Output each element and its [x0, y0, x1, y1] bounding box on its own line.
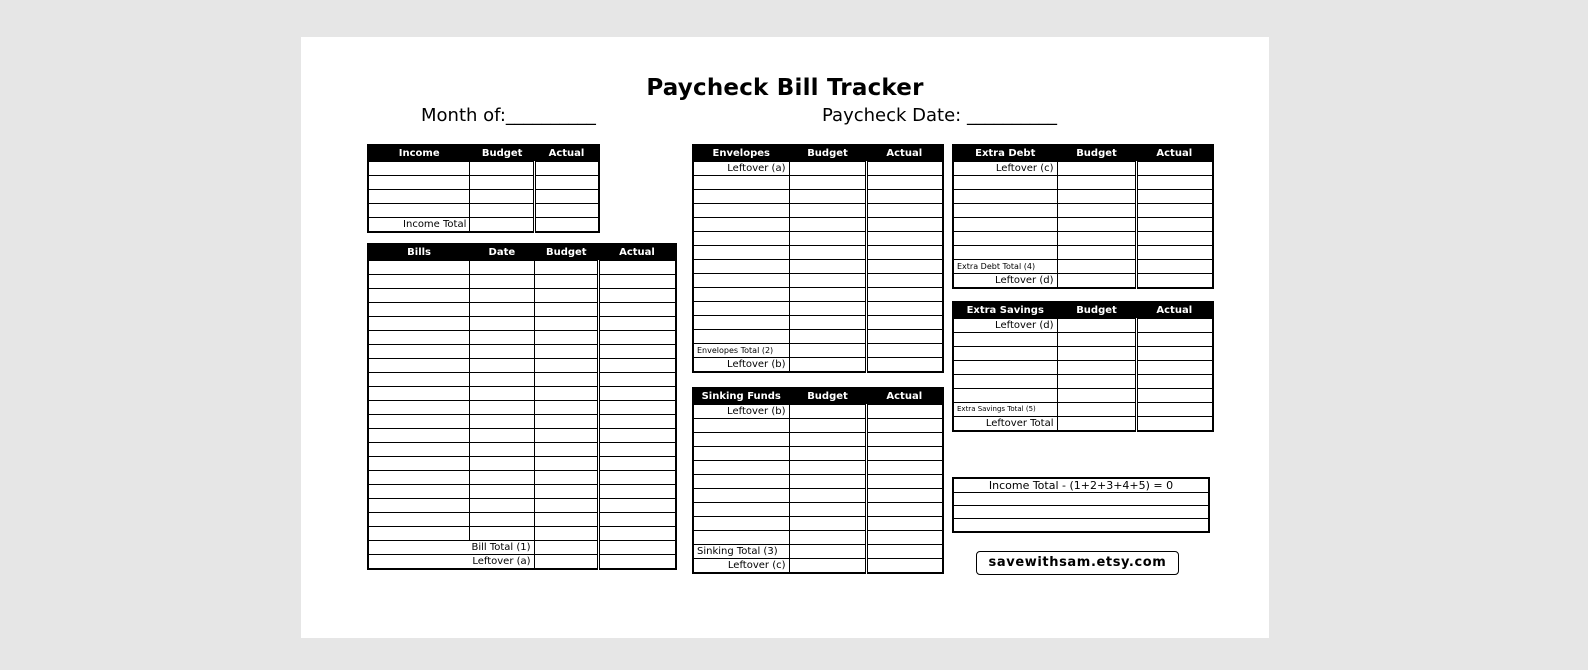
extra-debt-header: Extra Debt — [953, 145, 1057, 162]
sinking-row[interactable] — [693, 419, 943, 433]
sinking-total-row[interactable] — [693, 545, 943, 559]
formula-row[interactable] — [953, 506, 1209, 519]
bill-row[interactable] — [368, 289, 676, 303]
extra-savings-start-row[interactable] — [953, 319, 1213, 333]
actual-header: Actual — [598, 244, 676, 261]
income-table — [367, 144, 600, 233]
extra-debt-row[interactable] — [953, 232, 1213, 246]
envelopes-start-row[interactable] — [693, 162, 943, 176]
month-of-field[interactable]: Month of:__________ — [421, 105, 596, 126]
envelope-row[interactable] — [693, 204, 943, 218]
bills-header: Bills — [368, 244, 470, 261]
envelopes-total-label: Envelopes Total (2) — [693, 344, 789, 358]
envelope-row[interactable] — [693, 260, 943, 274]
extra-savings-row[interactable] — [953, 333, 1213, 347]
bill-row[interactable] — [368, 261, 676, 275]
envelopes-total-row[interactable] — [693, 344, 943, 358]
sinking-leftover-label: Leftover (c) — [693, 559, 789, 574]
bill-row[interactable] — [368, 303, 676, 317]
bill-row[interactable] — [368, 401, 676, 415]
sinking-funds-header: Sinking Funds — [693, 388, 789, 405]
bill-row[interactable] — [368, 443, 676, 457]
actual-header: Actual — [1136, 145, 1213, 162]
actual-header: Actual — [534, 145, 599, 162]
budget-header: Budget — [1057, 145, 1136, 162]
tracker-sheet — [301, 37, 1269, 638]
sinking-row[interactable] — [693, 461, 943, 475]
bill-row[interactable] — [368, 513, 676, 527]
income-total-row[interactable] — [368, 218, 599, 233]
bill-row[interactable] — [368, 485, 676, 499]
income-row[interactable] — [368, 204, 599, 218]
extra-savings-row[interactable] — [953, 389, 1213, 403]
extra-debt-start-row[interactable] — [953, 162, 1213, 176]
bill-row[interactable] — [368, 429, 676, 443]
extra-savings-total-label: Extra Savings Total (5) — [953, 403, 1057, 417]
actual-header: Actual — [866, 388, 943, 405]
envelope-row[interactable] — [693, 302, 943, 316]
bills-table — [367, 243, 677, 570]
website-label: savewithsam.etsy.com — [976, 551, 1179, 575]
bill-row[interactable] — [368, 527, 676, 541]
budget-header: Budget — [789, 388, 866, 405]
bill-row[interactable] — [368, 331, 676, 345]
envelope-row[interactable] — [693, 190, 943, 204]
envelope-row[interactable] — [693, 274, 943, 288]
extra-savings-row[interactable] — [953, 347, 1213, 361]
income-row[interactable] — [368, 176, 599, 190]
sinking-row[interactable] — [693, 433, 943, 447]
formula-row[interactable] — [953, 493, 1209, 506]
extra-debt-row[interactable] — [953, 190, 1213, 204]
sinking-row[interactable] — [693, 531, 943, 545]
extra-debt-total-row[interactable] — [953, 260, 1213, 274]
sinking-row[interactable] — [693, 489, 943, 503]
bill-leftover-label: Leftover (a) — [368, 555, 534, 570]
balance-formula-box — [952, 477, 1210, 533]
actual-header: Actual — [866, 145, 943, 162]
extra-savings-total-row[interactable] — [953, 403, 1213, 417]
budget-header: Budget — [789, 145, 866, 162]
sinking-row[interactable] — [693, 447, 943, 461]
income-header: Income — [368, 145, 470, 162]
formula-row[interactable] — [953, 519, 1209, 533]
extra-debt-row[interactable] — [953, 204, 1213, 218]
extra-debt-table — [952, 144, 1214, 289]
bill-row[interactable] — [368, 471, 676, 485]
extra-debt-row[interactable] — [953, 176, 1213, 190]
envelope-row[interactable] — [693, 316, 943, 330]
envelopes-leftover-row[interactable] — [693, 358, 943, 373]
leftover-total-row[interactable] — [953, 417, 1213, 432]
sinking-leftover-row[interactable] — [693, 559, 943, 574]
sinking-row[interactable] — [693, 503, 943, 517]
sinking-total-label: Sinking Total (3) — [693, 545, 789, 559]
bill-row[interactable] — [368, 499, 676, 513]
leftover-total-label: Leftover Total — [953, 417, 1057, 432]
envelopes-start-label: Leftover (a) — [693, 162, 789, 176]
balance-formula: Income Total - (1+2+3+4+5) = 0 — [953, 478, 1209, 493]
bill-total-row[interactable] — [368, 541, 676, 555]
income-row[interactable] — [368, 190, 599, 204]
extra-debt-total-label: Extra Debt Total (4) — [953, 260, 1057, 274]
extra-debt-leftover-row[interactable] — [953, 274, 1213, 289]
extra-debt-start-label: Leftover (c) — [953, 162, 1057, 176]
extra-savings-row[interactable] — [953, 375, 1213, 389]
bill-row[interactable] — [368, 373, 676, 387]
bill-row[interactable] — [368, 415, 676, 429]
income-total-label: Income Total — [368, 218, 470, 233]
sinking-row[interactable] — [693, 517, 943, 531]
bill-row[interactable] — [368, 457, 676, 471]
envelope-row[interactable] — [693, 246, 943, 260]
envelopes-table — [692, 144, 944, 373]
bill-row[interactable] — [368, 275, 676, 289]
bill-row[interactable] — [368, 387, 676, 401]
envelope-row[interactable] — [693, 330, 943, 344]
budget-header: Budget — [534, 244, 598, 261]
income-row[interactable] — [368, 162, 599, 176]
extra-savings-row[interactable] — [953, 361, 1213, 375]
envelope-row[interactable] — [693, 218, 943, 232]
envelope-row[interactable] — [693, 288, 943, 302]
extra-savings-start-label: Leftover (d) — [953, 319, 1057, 333]
extra-debt-row[interactable] — [953, 246, 1213, 260]
envelopes-header: Envelopes — [693, 145, 789, 162]
bill-row[interactable] — [368, 345, 676, 359]
date-header: Date — [470, 244, 534, 261]
bill-total-label: Bill Total (1) — [368, 541, 534, 555]
actual-header: Actual — [1136, 302, 1213, 319]
extra-savings-table — [952, 301, 1214, 432]
sinking-start-row[interactable] — [693, 405, 943, 419]
sinking-row[interactable] — [693, 475, 943, 489]
budget-header: Budget — [1057, 302, 1136, 319]
sinking-start-label: Leftover (b) — [693, 405, 789, 419]
bill-leftover-row[interactable] — [368, 555, 676, 570]
envelope-row[interactable] — [693, 232, 943, 246]
bill-row[interactable] — [368, 359, 676, 373]
paycheck-date-field[interactable]: Paycheck Date: __________ — [822, 105, 1057, 126]
extra-savings-header: Extra Savings — [953, 302, 1057, 319]
page-title: Paycheck Bill Tracker — [646, 75, 924, 101]
envelope-row[interactable] — [693, 176, 943, 190]
budget-header: Budget — [470, 145, 535, 162]
sinking-funds-table — [692, 387, 944, 574]
envelopes-leftover-label: Leftover (b) — [693, 358, 789, 373]
extra-debt-leftover-label: Leftover (d) — [953, 274, 1057, 289]
bill-row[interactable] — [368, 317, 676, 331]
extra-debt-row[interactable] — [953, 218, 1213, 232]
